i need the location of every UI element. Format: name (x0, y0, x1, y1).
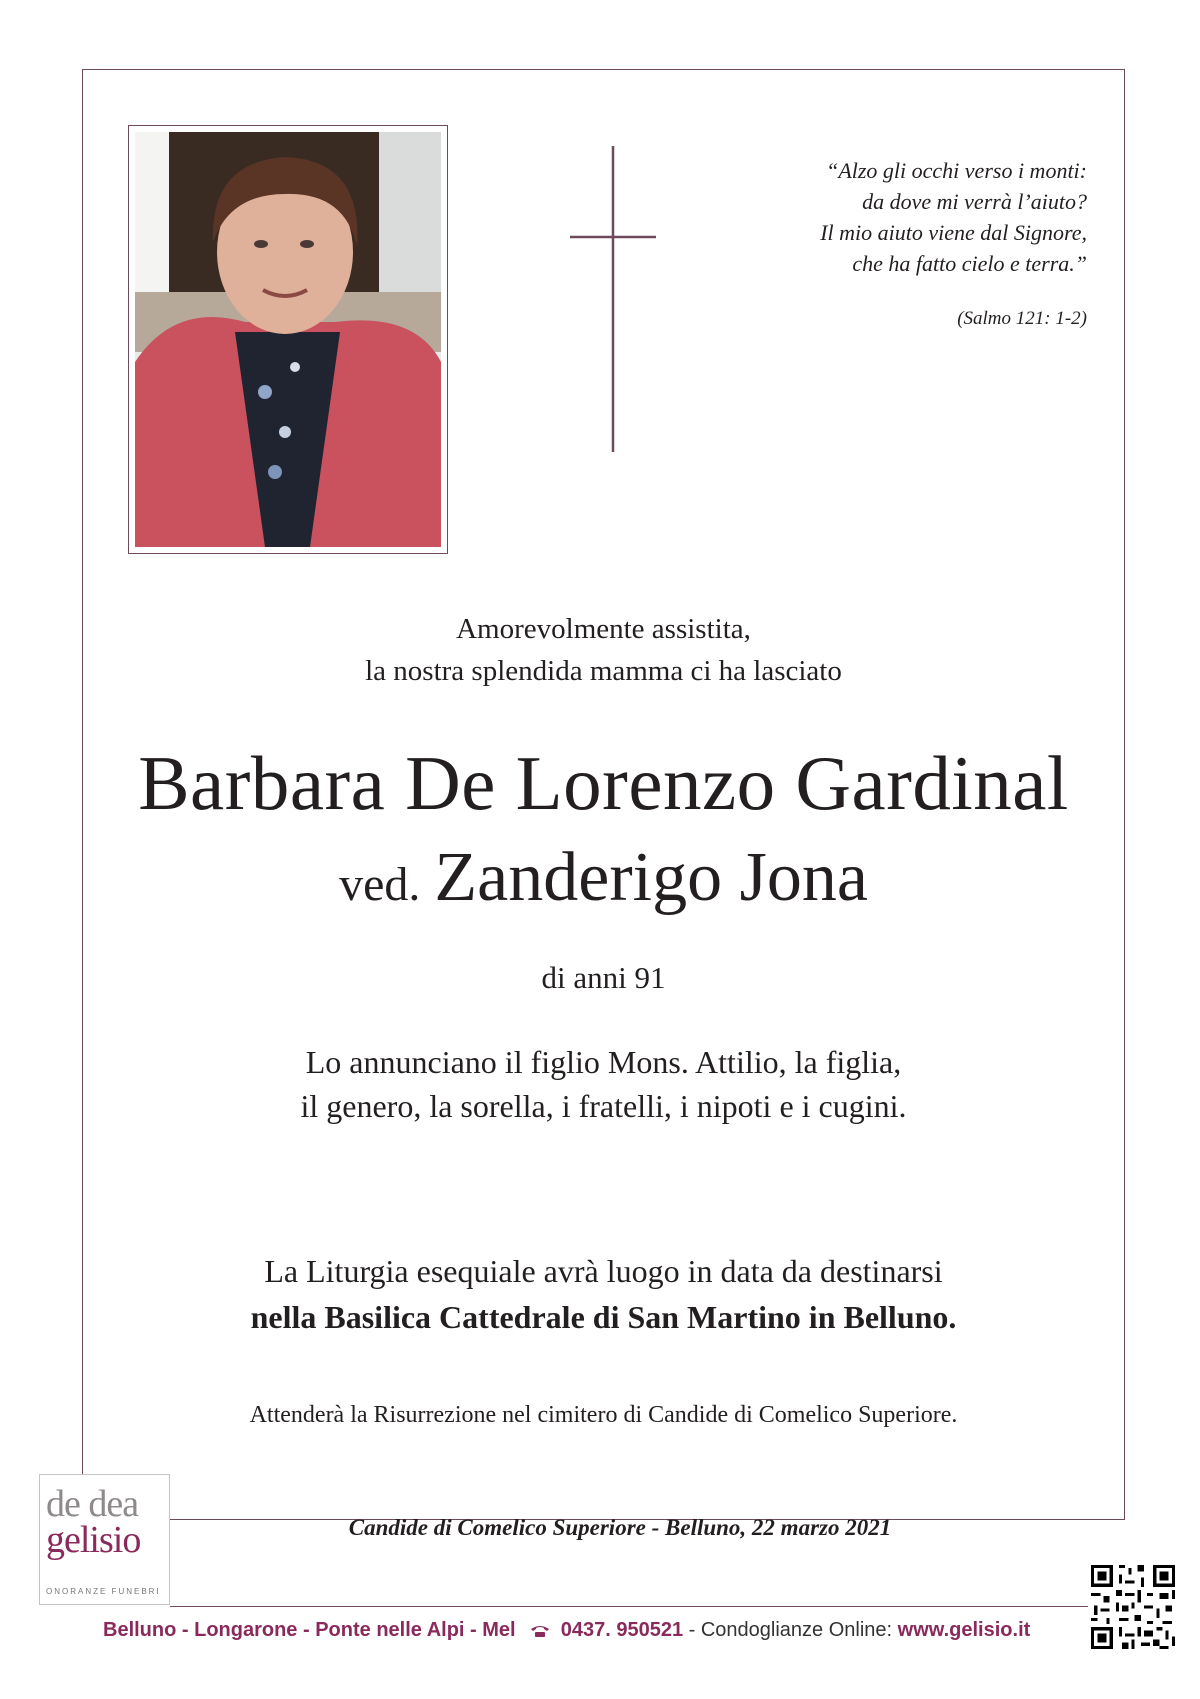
widow-prefix: ved. (339, 858, 421, 911)
liturgy-text (82, 1248, 1125, 1340)
portrait-photo (128, 125, 448, 554)
psalm-quote (667, 155, 1087, 279)
footer-locations: Belluno - Longarone - Ponte nelle Alpi - Mel (103, 1619, 516, 1641)
phone-icon (529, 1624, 551, 1638)
age-text: di anni 91 (541, 960, 666, 995)
liturgy-line-1: La Liturgia esequiale avrà luogo in data da destinarsi (264, 1253, 943, 1289)
footer-phone[interactable]: 0437. 950521 (560, 1619, 684, 1641)
quote-line: “Alzo gli occhi verso i monti: (826, 158, 1087, 183)
quote-line: da dove mi verrà l’aiuto? (862, 189, 1087, 214)
funeral-home-logo (39, 1474, 170, 1605)
burial-text: Attenderà la Risurrezione nel cimitero di Candide di Comelico Superiore. (249, 1402, 958, 1428)
logo-line-1: de dea (46, 1483, 139, 1525)
quote-line: che ha fatto cielo e terra.” (852, 251, 1087, 276)
footer-contact (103, 1612, 1093, 1648)
logo-line-2: gelisio (46, 1519, 141, 1561)
footer-website-link[interactable]: www.gelisio.it (897, 1619, 1031, 1641)
intro-text (82, 608, 1125, 692)
qr-code[interactable] (1088, 1562, 1178, 1652)
announcement-line-2: il genero, la sorella, i fratelli, i nipoti e i cugini. (300, 1088, 907, 1124)
deceased-name: Barbara De Lorenzo Gardinal (138, 740, 1069, 826)
announcement-text (82, 1040, 1125, 1128)
intro-line-1: Amorevolmente assistita, (456, 613, 751, 645)
married-name: Zanderigo Jona (434, 839, 868, 916)
married-name-row (82, 838, 1125, 925)
footer-online-label: - Condoglianze Online: (688, 1619, 893, 1641)
announcement-line-1: Lo annunciano il figlio Mons. Attilio, la figlia, (305, 1044, 902, 1080)
cross-icon (570, 146, 656, 452)
liturgy-line-2: nella Basilica Cattedrale di San Martino in Belluno. (250, 1299, 957, 1335)
quote-reference: (Salmo 121: 1-2) (957, 308, 1087, 329)
place-date: Candide di Comelico Superiore - Belluno, 22 marzo 2021 (348, 1515, 892, 1540)
intro-line-2: la nostra splendida mamma ci ha lasciato (365, 655, 842, 687)
quote-line: Il mio aiuto viene dal Signore, (820, 220, 1087, 245)
logo-subtitle: ONORANZE FUNEBRI (46, 1587, 161, 1596)
footer-divider (170, 1606, 1090, 1607)
